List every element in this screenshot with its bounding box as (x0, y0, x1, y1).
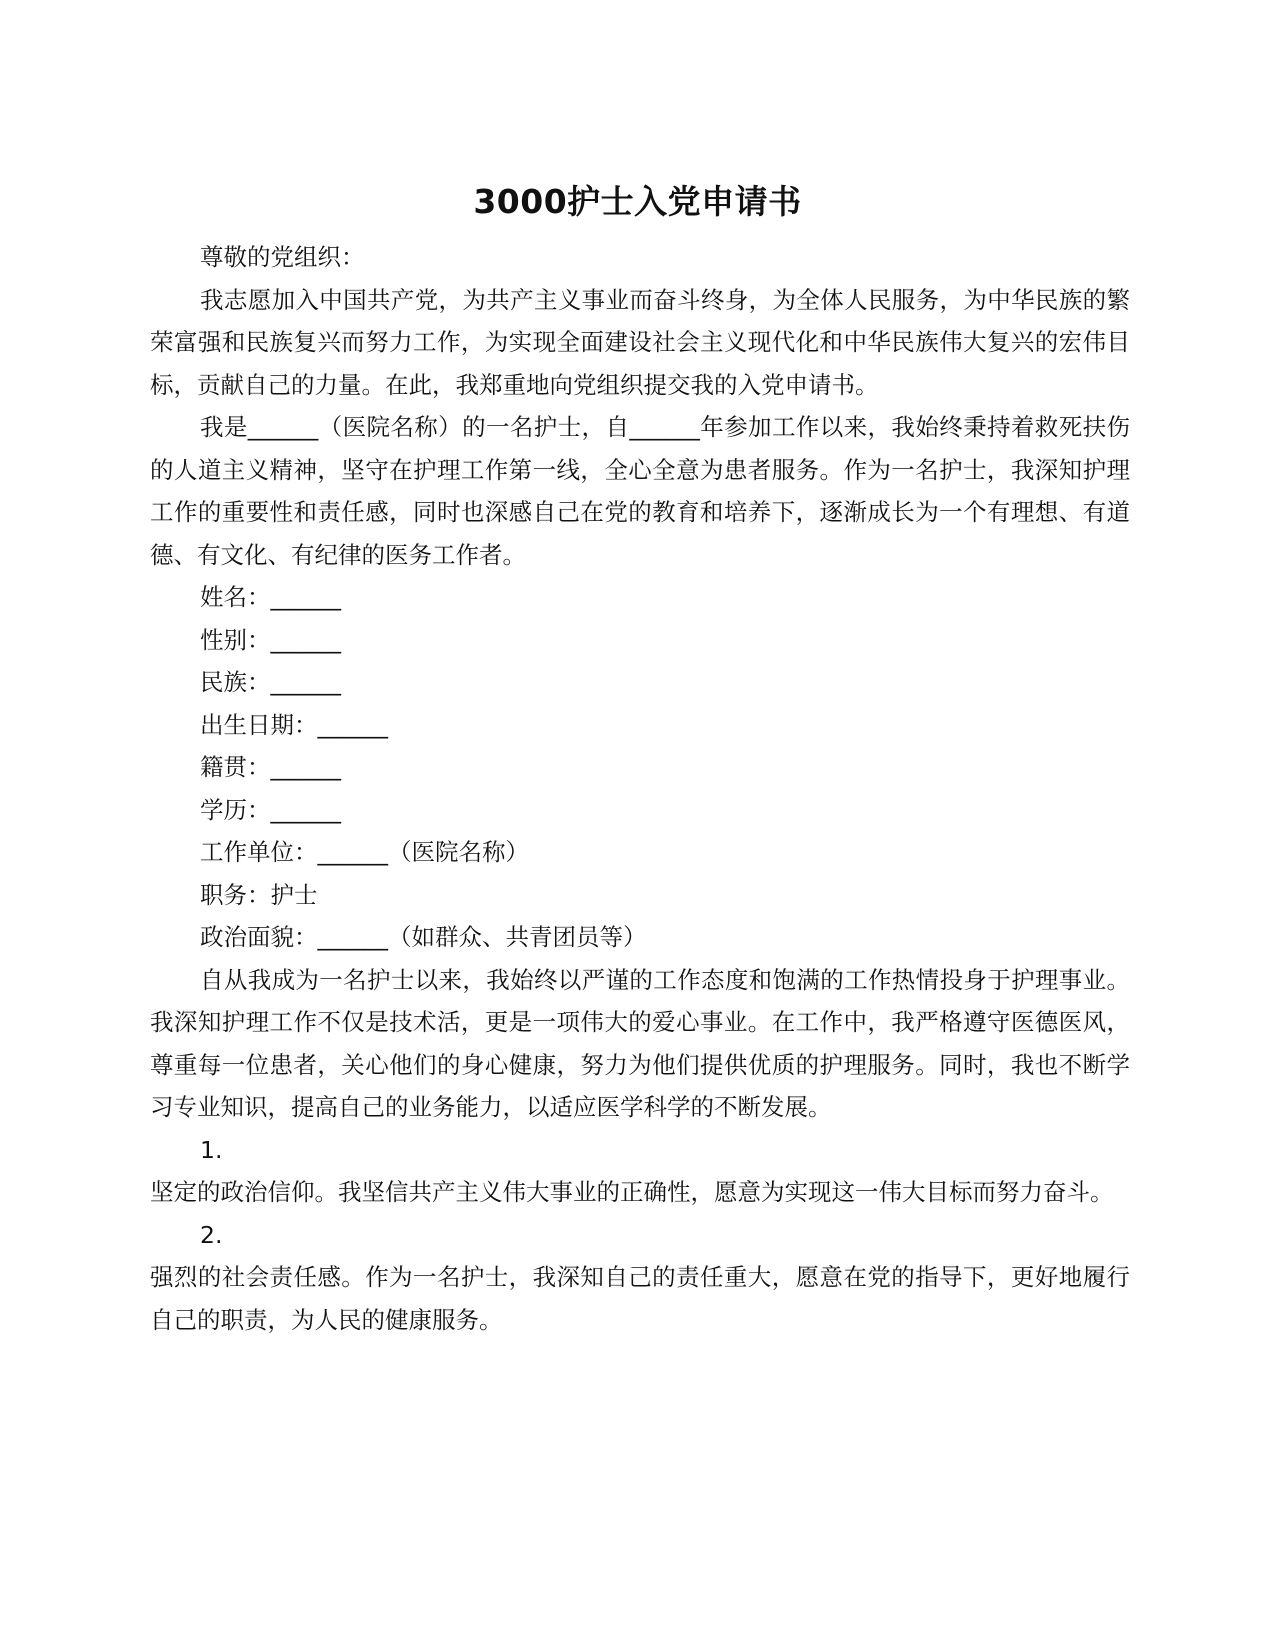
paragraph-intro: 我志愿加入中国共产党，为共产主义事业而奋斗终身，为全体人民服务，为中华民族的繁荣富强和民族复兴而努力工作，为实现全面建设社会主义现代化和中华民族伟大复兴的宏伟目标，贡献自己的力量。在此，我郑重地向党组织提交我的入党申请书。 (150, 285, 1130, 399)
paragraph-background: 我是______（医院名称）的一名护士，自______年参加工作以来，我始终秉持着救死扶伤的人道主义精神，坚守在护理工作第一线，全心全意为患者服务。作为一名护士，我深知护理工作的重要性和责任感，同时也深感自己在党的教育和培养下，逐渐成长为一个有理想、有道德、有文化、有纪律的医务工作者。 (150, 413, 1130, 569)
item-text-2: 强烈的社会责任感。作为一名护士，我深知自己的责任重大，愿意在党的指导下，更好地履行自己的职责，为人民的健康服务。 (150, 1263, 1130, 1334)
field-birthdate: 出生日期：______ (200, 710, 388, 739)
field-workplace: 工作单位：______（医院名称） (200, 838, 529, 866)
field-education: 学历：______ (200, 795, 341, 824)
item-number-2: 2. (200, 1220, 223, 1249)
item-text-1: 坚定的政治信仰。我坚信共产主义伟大事业的正确性，愿意为实现这一伟大目标而努力奋斗。 (150, 1178, 1114, 1206)
field-native-place: 籍贯：______ (200, 753, 341, 781)
field-name: 姓名：______ (200, 583, 341, 611)
field-gender: 性别：______ (200, 625, 341, 654)
item-number-1: 1. (200, 1135, 223, 1164)
paragraph-work: 自从我成为一名护士以来，我始终以严谨的工作态度和饱满的工作热情投身于护理事业。我深知护理工作不仅是技术活，更是一项伟大的爱心事业。在工作中，我严格遵守医德医风，尊重每一位患者，关心他们的身心健康，努力为他们提供优质的护理服务。同时，我也不断学习专业知识，提高自己的业务能力，以适应医学科学的不断发展。 (150, 965, 1130, 1121)
document-body (150, 236, 1130, 1341)
field-political-status: 政治面貌：______（如群众、共青团员等） (200, 923, 647, 951)
salutation: 尊敬的党组织： (200, 243, 365, 271)
document-title: 3000护士入党申请书 (473, 182, 802, 221)
field-position: 职务：护士 (200, 880, 318, 909)
field-ethnicity: 民族：______ (200, 668, 341, 696)
